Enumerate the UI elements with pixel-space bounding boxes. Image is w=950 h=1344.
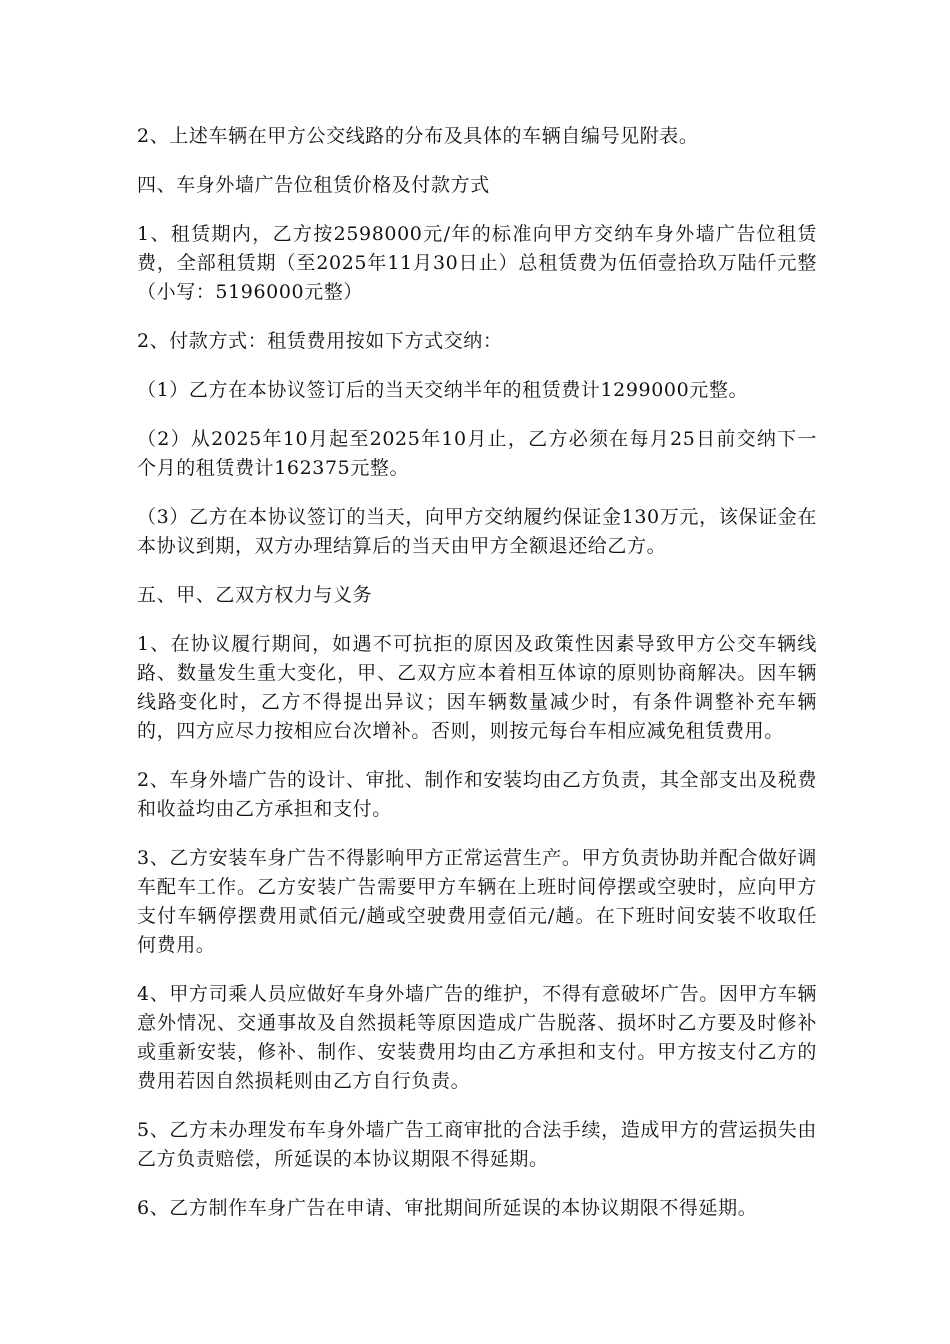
section-heading-rental-price: 四、车身外墙广告位租赁价格及付款方式	[137, 174, 490, 196]
section-heading-rights-obligations: 五、甲、乙双方权力与义务	[137, 584, 373, 606]
paragraph-obligation-2: 2、车身外墙广告的设计、审批、制作和安装均由乙方负责，其全部支出及税费和收益均由乙方承担和支付。	[137, 769, 817, 820]
paragraph-rental-fee: 1、租赁期内，乙方按2598000元/年的标准向甲方交纳车身外墙广告位租赁费，全部租赁期（至2025年11月30日止）总租赁费为伍佰壹拾玖万陆仟元整（小写：5196000元整）	[137, 223, 817, 303]
document-body	[137, 122, 817, 1243]
paragraph-obligation-3: 3、乙方安装车身广告不得影响甲方正常运营生产。甲方负责协助并配合做好调车配车工作。乙方安装广告需要甲方车辆在上班时间停摆或空驶时，应向甲方支付车辆停摆费用贰佰元/趟或空驶费用壹佰元/趟。在下班时间安装不收取任何费用。	[137, 847, 817, 956]
paragraph-payment-item-3: （3）乙方在本协议签订的当天，向甲方交纳履约保证金130万元，该保证金在本协议到期，双方办理结算后的当天由甲方全额退还给乙方。	[137, 506, 817, 557]
paragraph-obligation-4: 4、甲方司乘人员应做好车身外墙广告的维护，不得有意破坏广告。因甲方车辆意外情况、交通事故及自然损耗等原因造成广告脱落、损坏时乙方要及时修补或重新安装，修补、制作、安装费用均由乙方承担和支付。甲方按支付乙方的费用若因自然损耗则由乙方自行负责。	[137, 983, 817, 1092]
paragraph-payment-item-2: （2）从2025年10月起至2025年10月止，乙方必须在每月25日前交纳下一个月的租赁费计162375元整。	[137, 428, 817, 479]
paragraph-payment-method: 2、付款方式：租赁费用按如下方式交纳：	[137, 330, 503, 352]
paragraph-vehicle-distribution: 2、上述车辆在甲方公交线路的分布及具体的车辆自编号见附表。	[137, 125, 699, 147]
paragraph-obligation-6: 6、乙方制作车身广告在申请、审批期间所延误的本协议期限不得延期。	[137, 1197, 758, 1219]
paragraph-obligation-1: 1、在协议履行期间，如遇不可抗拒的原因及政策性因素导致甲方公交车辆线路、数量发生重大变化，甲、乙双方应本着相互体谅的原则协商解决。因车辆线路变化时，乙方不得提出异议；因车辆数量减少时，有条件调整补充车辆的，四方应尽力按相应台次增补。否则，则按元每台车相应减免租赁费用。	[137, 633, 817, 742]
paragraph-obligation-5: 5、乙方未办理发布车身外墙广告工商审批的合法手续，造成甲方的营运损失由乙方负责赔偿，所延误的本协议期限不得延期。	[137, 1119, 817, 1170]
paragraph-payment-item-1: （1）乙方在本协议签订后的当天交纳半年的租赁费计1299000元整。	[137, 379, 749, 401]
